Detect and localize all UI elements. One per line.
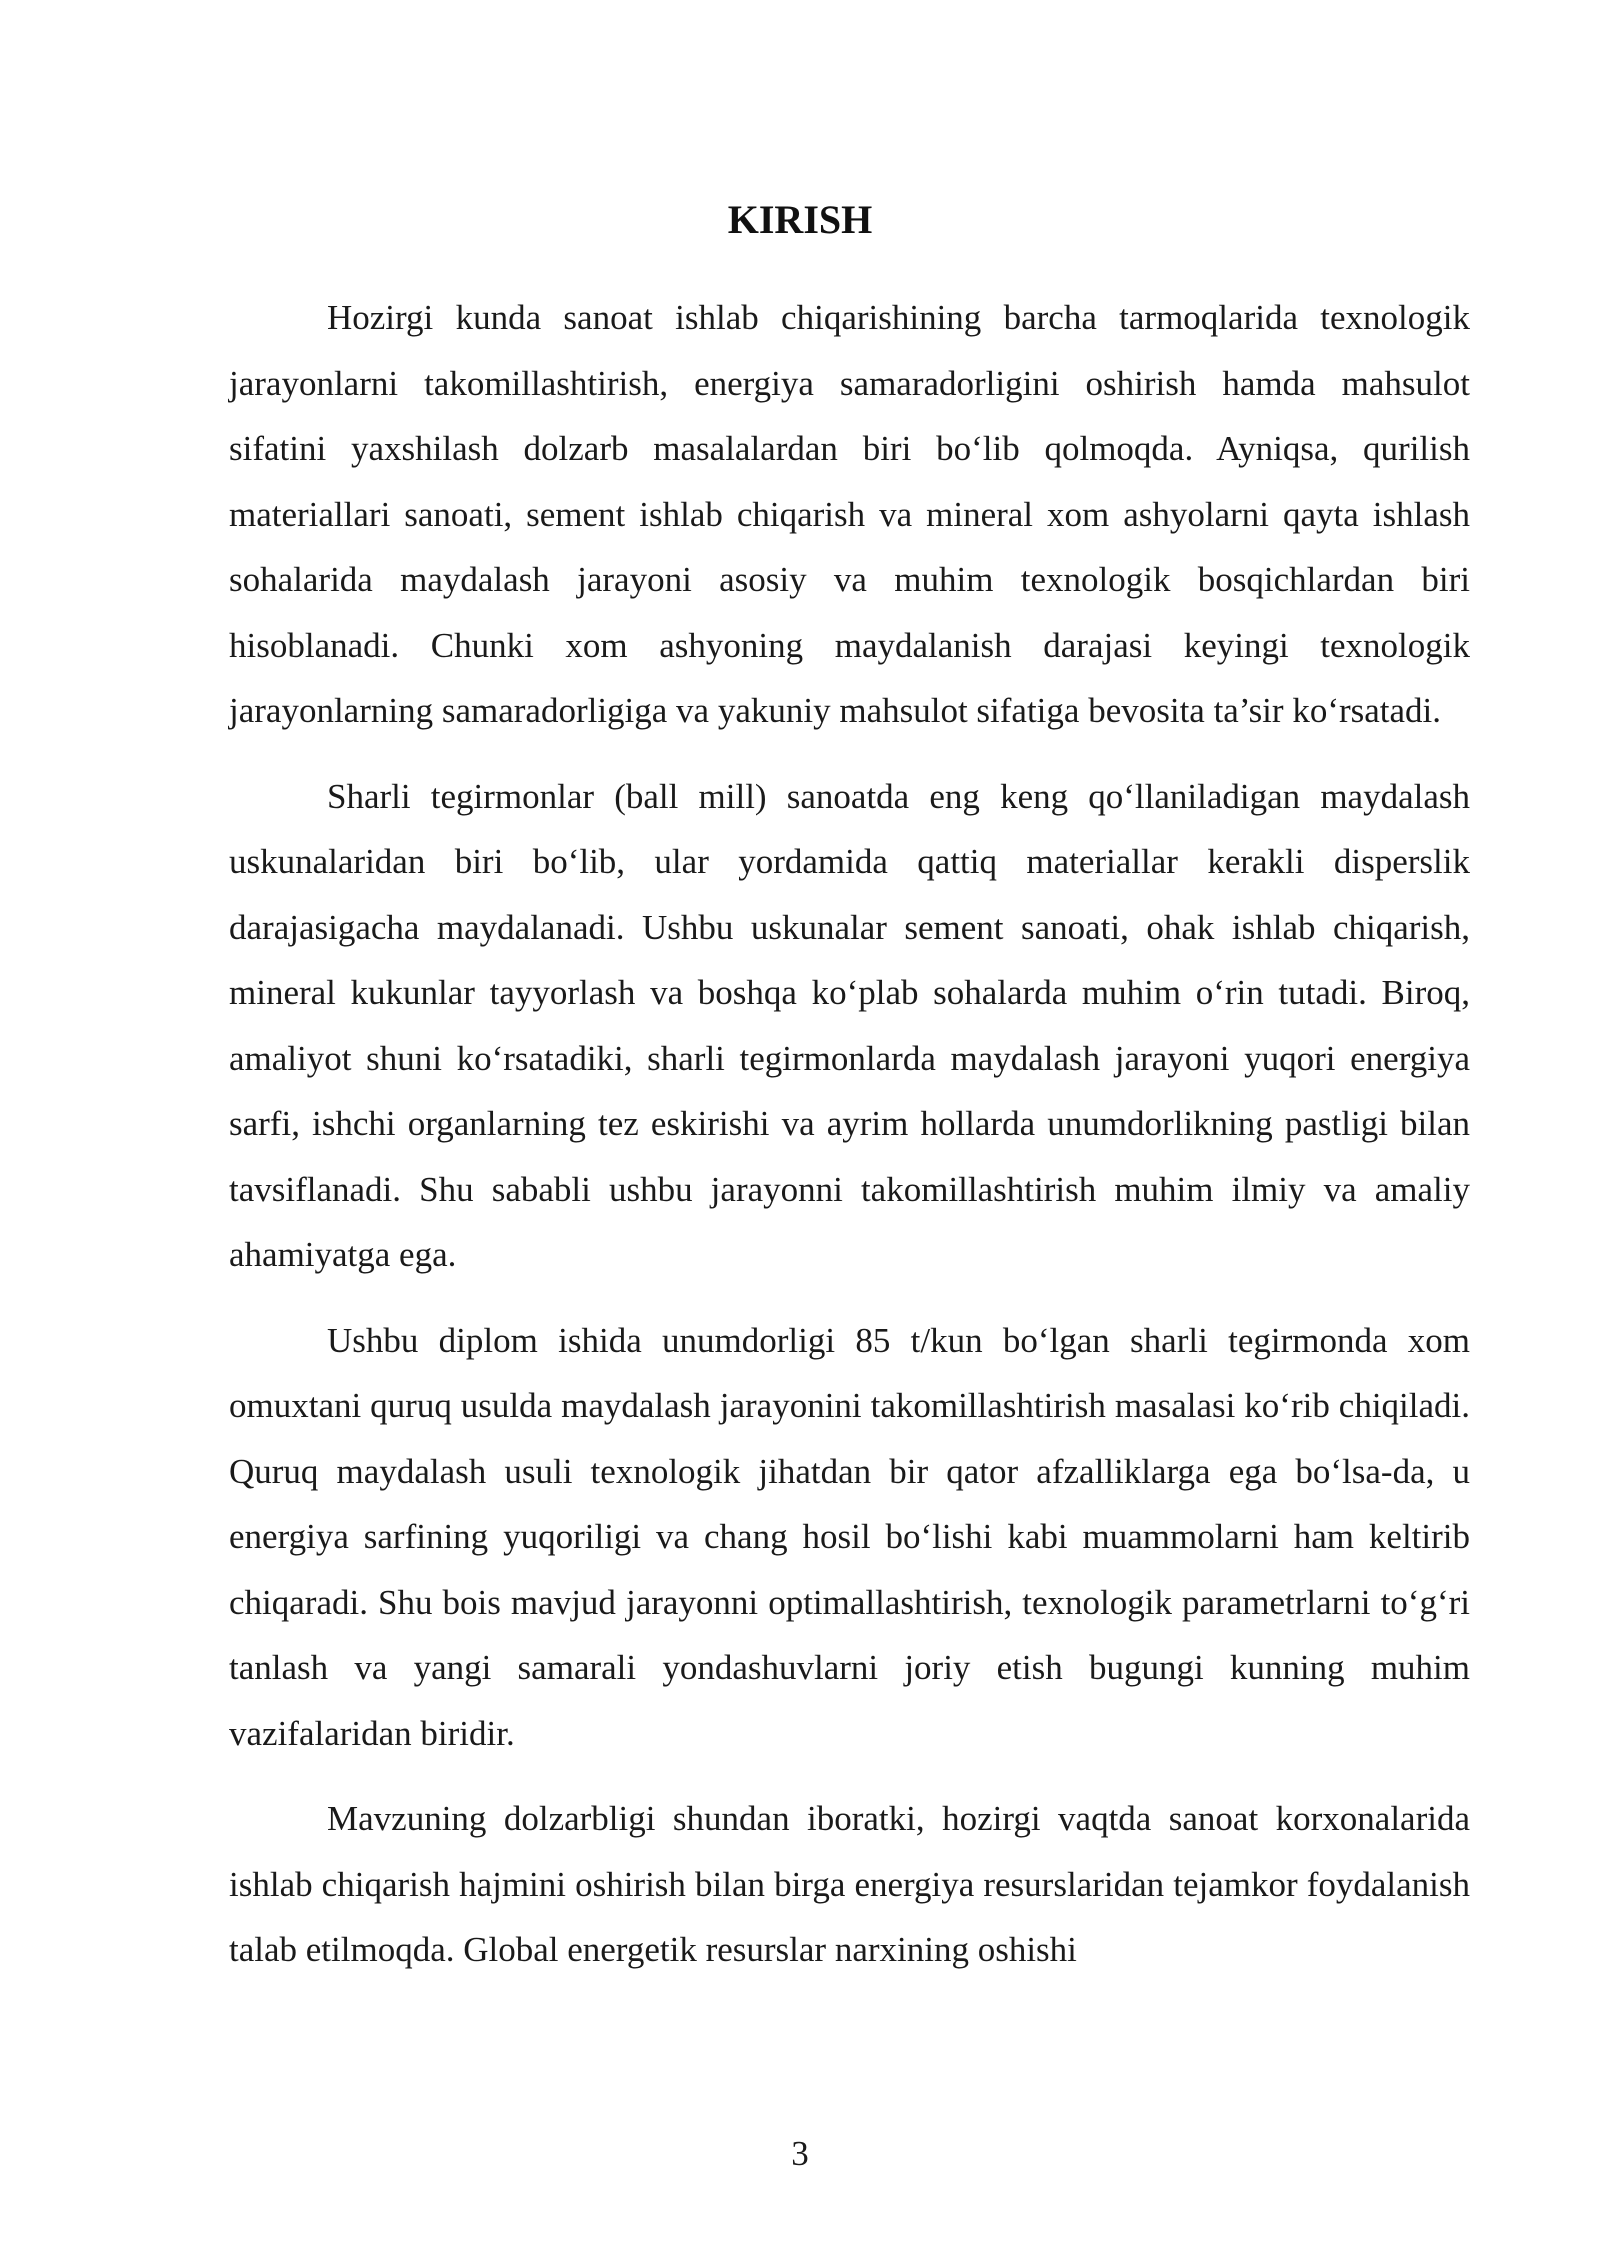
section-heading: KIRISH: [727, 197, 873, 242]
paragraph-4: Mavzuning dolzarbligi shundan iboratki, hozirgi vaqtda sanoat korxonalarida ishlab chiqarish hajmini oshirish bilan birga energiya resurslaridan tejamkor foydalanish talab etilmoqda. Global energetik resurslar narxining oshishi: [229, 1799, 1470, 1969]
paragraph-3: Ushbu diplom ishida unumdorligi 85 t/kun bo‘lgan sharli tegirmonda xom omuxtani quruq usulda maydalash jarayonini takomillashtirish masalasi ko‘rib chiqiladi. Quruq maydalash usuli texnologik jihatdan bir qator afzalliklarga ega bo‘lsa-da, u energiya sarfining yuqoriligi va chang hosil bo‘lishi kabi muammolarni ham keltirib chiqaradi. Shu bois mavjud jarayonni optimallashtirish, texnologik parametrlarni to‘g‘ri tanlash va yangi samarali yondashuvlarni joriy etish bugungi kunning muhim vazifalaridan biridir.: [229, 1320, 1470, 1753]
page-number: 3: [791, 2134, 809, 2173]
body-text: [229, 285, 1470, 2003]
paragraph-2: Sharli tegirmonlar (ball mill) sanoatda eng keng qo‘llaniladigan maydalash uskunalaridan biri bo‘lib, ular yordamida qattiq materiallar kerakli disperslik darajasigacha maydalanadi. Ushbu uskunalar sement sanoati, ohak ishlab chiqarish, mineral kukunlar tayyorlash va boshqa ko‘plab sohalarda muhim o‘rin tutadi. Biroq, amaliyot shuni ko‘rsatadiki, sharli tegirmonlarda maydalash jarayoni yuqori energiya sarfi, ishchi organlarning tez eskirishi va ayrim hollarda unumdorlikning pastligi bilan tavsiflanadi. Shu sababli ushbu jarayonni takomillashtirish muhim ilmiy va amaliy ahamiyatga ega.: [229, 776, 1470, 1274]
paragraph-1: Hozirgi kunda sanoat ishlab chiqarishining barcha tarmoqlarida texnologik jarayonlarni takomillashtirish, energiya samaradorligini oshirish hamda mahsulot sifatini yaxshilash dolzarb masalalardan biri bo‘lib qolmoqda. Ayniqsa, qurilish materiallari sanoati, sement ishlab chiqarish va mineral xom ashyolarni qayta ishlash sohalarida maydalash jarayoni asosiy va muhim texnologik bosqichlardan biri hisoblanadi. Chunki xom ashyoning maydalanish darajasi keyingi texnologik jarayonlarning samaradorligiga va yakuniy mahsulot sifatiga bevosita ta’sir ko‘rsatadi.: [229, 298, 1470, 730]
